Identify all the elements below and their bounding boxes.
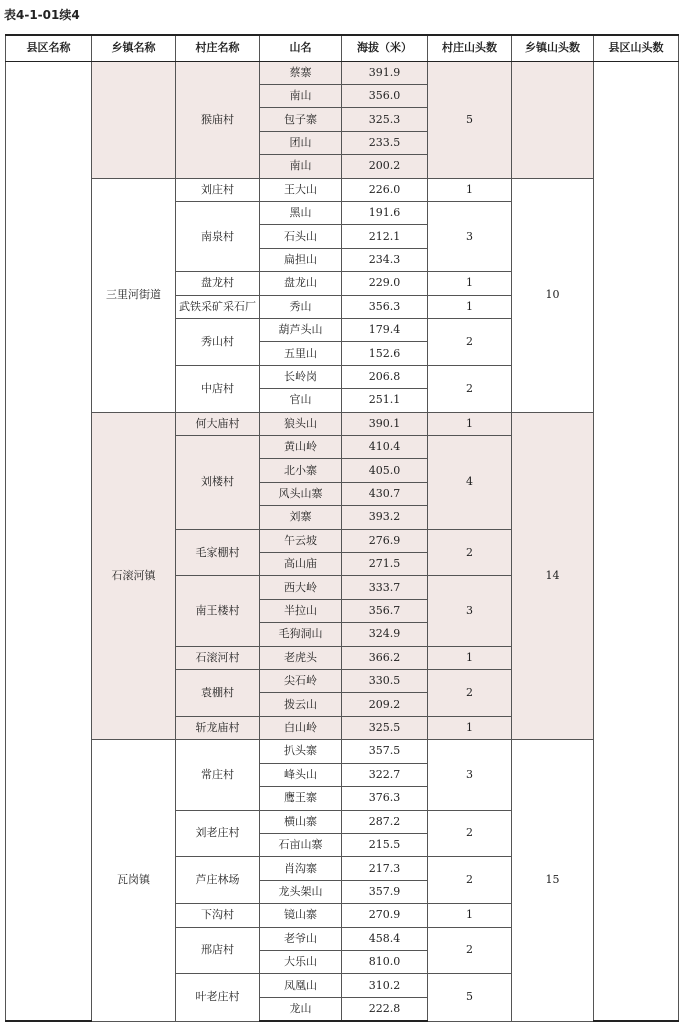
mountain-name-cell: 扒头寨: [260, 740, 342, 763]
village-count-cell: 2: [428, 318, 512, 365]
village-count-cell: 2: [428, 810, 512, 857]
village-name-cell: 石滚河村: [176, 646, 260, 669]
mountain-name-cell: 龙山: [260, 997, 342, 1021]
header-altitude: 海拔（米）: [342, 35, 428, 61]
mountain-name-cell: 镜山寨: [260, 904, 342, 927]
village-name-cell: 何大庙村: [176, 412, 260, 435]
altitude-cell: 458.4: [342, 927, 428, 950]
mountain-name-cell: 秀山: [260, 295, 342, 318]
mountain-name-cell: 黄山岭: [260, 436, 342, 459]
altitude-cell: 179.4: [342, 318, 428, 341]
village-name-cell: 秀山村: [176, 318, 260, 365]
altitude-cell: 322.7: [342, 763, 428, 786]
altitude-cell: 276.9: [342, 529, 428, 552]
altitude-cell: 233.5: [342, 131, 428, 154]
altitude-cell: 271.5: [342, 553, 428, 576]
altitude-cell: 234.3: [342, 248, 428, 271]
altitude-cell: 217.3: [342, 857, 428, 880]
header-town: 乡镇名称: [92, 35, 176, 61]
village-name-cell: 毛家棚村: [176, 529, 260, 576]
altitude-cell: 356.3: [342, 295, 428, 318]
village-name-cell: 猴庙村: [176, 61, 260, 178]
mountain-name-cell: 刘寨: [260, 506, 342, 529]
village-name-cell: 斩龙庙村: [176, 716, 260, 739]
table-row: [6, 412, 679, 435]
mountain-name-cell: 石头山: [260, 225, 342, 248]
altitude-cell: 212.1: [342, 225, 428, 248]
altitude-cell: 356.0: [342, 84, 428, 107]
village-count-cell: 1: [428, 412, 512, 435]
table-caption: 表4-1-01续4: [4, 8, 80, 22]
mountain-name-cell: 南山: [260, 155, 342, 178]
altitude-cell: 333.7: [342, 576, 428, 599]
town-name-cell: 三里河街道: [92, 178, 176, 412]
mountain-name-cell: 肖沟寨: [260, 857, 342, 880]
altitude-cell: 391.9: [342, 61, 428, 84]
mountain-name-cell: 五里山: [260, 342, 342, 365]
altitude-cell: 366.2: [342, 646, 428, 669]
mountain-name-cell: 官山: [260, 389, 342, 412]
village-count-cell: 2: [428, 927, 512, 974]
mountain-name-cell: 长岭岗: [260, 365, 342, 388]
header-row: [6, 35, 679, 61]
altitude-cell: 191.6: [342, 201, 428, 224]
village-name-cell: 武铁采矿采石厂: [176, 295, 260, 318]
village-name-cell: 叶老庄村: [176, 974, 260, 1021]
mountain-name-cell: 老虎头: [260, 646, 342, 669]
mountain-name-cell: 黑山: [260, 201, 342, 224]
mountain-name-cell: 南山: [260, 84, 342, 107]
mountain-name-cell: 凤凰山: [260, 974, 342, 997]
mountain-name-cell: 北小寨: [260, 459, 342, 482]
village-count-cell: 1: [428, 178, 512, 201]
village-count-cell: 1: [428, 716, 512, 739]
village-name-cell: 刘楼村: [176, 436, 260, 530]
town-count-cell: 10: [512, 178, 594, 412]
mountain-name-cell: 拨云山: [260, 693, 342, 716]
altitude-cell: 251.1: [342, 389, 428, 412]
mountain-table: [5, 34, 679, 1022]
altitude-cell: 209.2: [342, 693, 428, 716]
altitude-cell: 325.3: [342, 108, 428, 131]
town-name-cell: 瓦岗镇: [92, 740, 176, 1021]
mountain-name-cell: 毛狗洞山: [260, 623, 342, 646]
mountain-name-cell: 鹰王寨: [260, 787, 342, 810]
village-count-cell: 3: [428, 201, 512, 271]
header-mountain: 山名: [260, 35, 342, 61]
mountain-name-cell: 扁担山: [260, 248, 342, 271]
altitude-cell: 287.2: [342, 810, 428, 833]
mountain-name-cell: 尖石岭: [260, 670, 342, 693]
altitude-cell: 330.5: [342, 670, 428, 693]
town-count-cell: 15: [512, 740, 594, 1021]
altitude-cell: 405.0: [342, 459, 428, 482]
village-name-cell: 刘庄村: [176, 178, 260, 201]
altitude-cell: 325.5: [342, 716, 428, 739]
mountain-name-cell: 白山岭: [260, 716, 342, 739]
village-count-cell: 5: [428, 61, 512, 178]
village-count-cell: 1: [428, 295, 512, 318]
village-name-cell: 南王楼村: [176, 576, 260, 646]
table-body: [6, 61, 679, 1021]
mountain-name-cell: 团山: [260, 131, 342, 154]
mountain-name-cell: 老爷山: [260, 927, 342, 950]
header-county: 县区名称: [6, 35, 92, 61]
village-count-cell: 2: [428, 365, 512, 412]
header-village-count: 村庄山头数: [428, 35, 512, 61]
table-row: [6, 61, 679, 84]
village-name-cell: 中店村: [176, 365, 260, 412]
altitude-cell: 270.9: [342, 904, 428, 927]
altitude-cell: 376.3: [342, 787, 428, 810]
village-count-cell: 2: [428, 529, 512, 576]
mountain-name-cell: 横山寨: [260, 810, 342, 833]
altitude-cell: 410.4: [342, 436, 428, 459]
header-county-count: 县区山头数: [594, 35, 679, 61]
village-count-cell: 3: [428, 576, 512, 646]
table-row: [6, 178, 679, 201]
village-count-cell: 5: [428, 974, 512, 1021]
altitude-cell: 226.0: [342, 178, 428, 201]
altitude-cell: 152.6: [342, 342, 428, 365]
town-count-cell: [512, 61, 594, 178]
village-count-cell: 2: [428, 670, 512, 717]
village-count-cell: 3: [428, 740, 512, 810]
altitude-cell: 390.1: [342, 412, 428, 435]
altitude-cell: 324.9: [342, 623, 428, 646]
altitude-cell: 215.5: [342, 833, 428, 856]
village-name-cell: 芦庄林场: [176, 857, 260, 904]
village-count-cell: 1: [428, 646, 512, 669]
county-name-cell: [6, 61, 92, 1021]
mountain-name-cell: 蔡寨: [260, 61, 342, 84]
town-name-cell: [92, 61, 176, 178]
table-row: [6, 740, 679, 763]
village-name-cell: 刘老庄村: [176, 810, 260, 857]
altitude-cell: 229.0: [342, 272, 428, 295]
village-count-cell: 2: [428, 857, 512, 904]
mountain-name-cell: 盘龙山: [260, 272, 342, 295]
county-count-cell: [594, 61, 679, 1021]
altitude-cell: 430.7: [342, 482, 428, 505]
altitude-cell: 357.5: [342, 740, 428, 763]
village-count-cell: 4: [428, 436, 512, 530]
header-village: 村庄名称: [176, 35, 260, 61]
mountain-name-cell: 包子寨: [260, 108, 342, 131]
mountain-name-cell: 葫芦头山: [260, 318, 342, 341]
village-name-cell: 南泉村: [176, 201, 260, 271]
altitude-cell: 810.0: [342, 950, 428, 973]
mountain-name-cell: 龙头架山: [260, 880, 342, 903]
village-name-cell: 常庄村: [176, 740, 260, 810]
altitude-cell: 393.2: [342, 506, 428, 529]
altitude-cell: 356.7: [342, 599, 428, 622]
altitude-cell: 200.2: [342, 155, 428, 178]
altitude-cell: 206.8: [342, 365, 428, 388]
village-count-cell: 1: [428, 904, 512, 927]
mountain-name-cell: 半拉山: [260, 599, 342, 622]
altitude-cell: 222.8: [342, 997, 428, 1021]
mountain-name-cell: 王大山: [260, 178, 342, 201]
altitude-cell: 310.2: [342, 974, 428, 997]
mountain-name-cell: 大乐山: [260, 950, 342, 973]
village-name-cell: 下沟村: [176, 904, 260, 927]
mountain-name-cell: 高山庙: [260, 553, 342, 576]
mountain-name-cell: 午云坡: [260, 529, 342, 552]
mountain-name-cell: 石亩山寨: [260, 833, 342, 856]
mountain-name-cell: 西大岭: [260, 576, 342, 599]
town-count-cell: 14: [512, 412, 594, 740]
mountain-name-cell: 狼头山: [260, 412, 342, 435]
mountain-name-cell: 风头山寨: [260, 482, 342, 505]
header-town-count: 乡镇山头数: [512, 35, 594, 61]
village-name-cell: 盘龙村: [176, 272, 260, 295]
village-count-cell: 1: [428, 272, 512, 295]
village-name-cell: 袁棚村: [176, 670, 260, 717]
altitude-cell: 357.9: [342, 880, 428, 903]
village-name-cell: 邢店村: [176, 927, 260, 974]
town-name-cell: 石滚河镇: [92, 412, 176, 740]
mountain-name-cell: 峰头山: [260, 763, 342, 786]
